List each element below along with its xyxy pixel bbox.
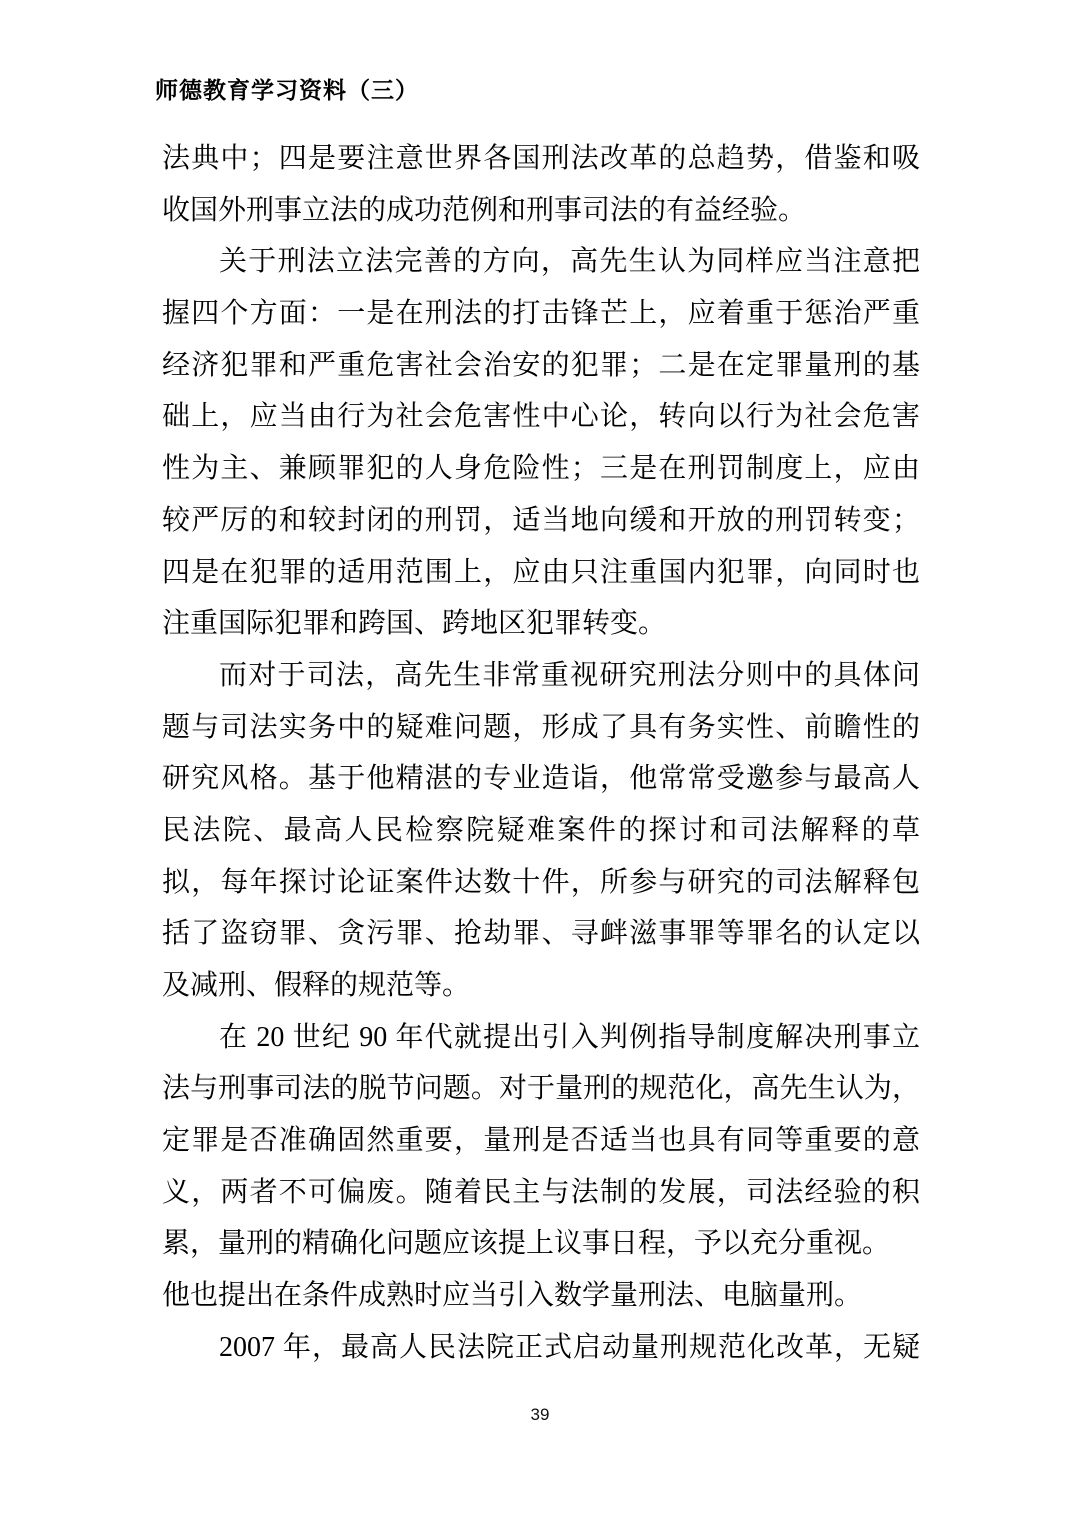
body-line: 及减刑、假释的规范等。 [162,970,471,1001]
body-line: 累，量刑的精确化问题应该提上议事日程，予以充分重视。 [162,1228,891,1260]
body-line: 经济犯罪和严重危害社会治安的犯罪；二是在定罪量刑的基 [162,349,920,381]
body-line: 收国外刑事立法的成功范例和刑事司法的有益经验。 [162,194,807,226]
body-line: 2007 年，最高人民法院正式启动量刑规范化改革，无疑 [219,1331,920,1363]
body-line: 较严厉的和较封闭的刑罚，适当地向缓和开放的刑罚转变； [162,504,920,536]
body-line: 在 20 世纪 90 年代就提出引入判例指导制度解决刑事立 [219,1021,920,1053]
document-body [162,133,920,1374]
body-line: 括了盗窃罪、贪污罪、抢劫罪、寻衅滋事罪等罪名的认定以 [162,918,920,950]
body-line: 拟，每年探讨论证案件达数十件，所参与研究的司法解释包 [162,866,920,898]
body-line: 法典中；四是要注意世界各国刑法改革的总趋势，借鉴和吸 [162,143,920,174]
body-line: 民法院、最高人民检察院疑难案件的探讨和司法解释的草 [162,814,920,846]
body-line: 定罪是否准确固然重要，量刑是否适当也具有同等重要的意 [162,1125,920,1157]
page-number: 39 [530,1405,550,1424]
body-line: 础上，应当由行为社会危害性中心论，转向以行为社会危害 [162,401,920,433]
body-line: 关于刑法立法完善的方向，高先生认为同样应当注意把 [219,246,920,278]
body-line: 法与刑事司法的脱节问题。对于量刑的规范化，高先生认为， [162,1073,920,1105]
body-line: 性为主、兼顾罪犯的人身危险性；三是在刑罚制度上，应由 [162,453,920,485]
body-line: 注重国际犯罪和跨国、跨地区犯罪转变。 [162,608,667,640]
document-header-title: 师德教育学习资料（三） [155,78,419,103]
body-line: 而对于司法，高先生非常重视研究刑法分则中的具体问 [219,659,920,691]
body-line: 他也提出在条件成熟时应当引入数学量刑法、电脑量刑。 [162,1280,863,1312]
body-line: 义，两者不可偏废。随着民主与法制的发展，司法经验的积 [162,1176,920,1208]
body-line: 题与司法实务中的疑难问题，形成了具有务实性、前瞻性的 [162,711,920,743]
body-line: 四是在犯罪的适用范围上，应由只注重国内犯罪，向同时也 [162,556,920,588]
body-line: 握四个方面：一是在刑法的打击锋芒上，应着重于惩治严重 [162,298,920,330]
body-line: 研究风格。基于他精湛的专业造诣，他常常受邀参与最高人 [162,763,920,795]
